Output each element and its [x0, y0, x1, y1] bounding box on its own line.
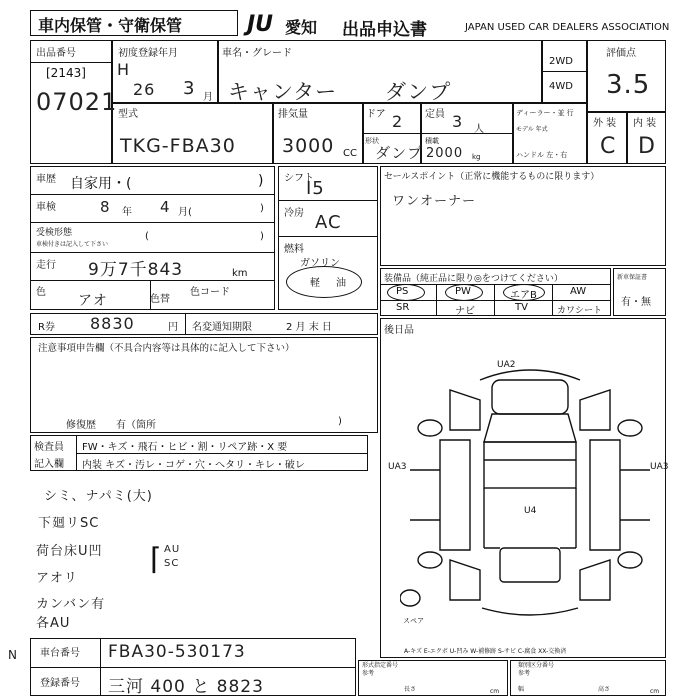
mark-u4: U4 — [524, 506, 537, 516]
sales-point-label: セールスポイント（正常に機能するものに限ります） — [384, 172, 600, 182]
drive-4wd: 4WD — [549, 81, 573, 92]
notes-label: 注意事項申告欄（不具合内容等は具体的に記入して下さい） — [38, 343, 295, 354]
capacity-label: 定員 — [425, 109, 445, 120]
plate-value: 三河 400 と 8823 — [108, 677, 264, 697]
storage-title: 車内保管・守衛保管 — [38, 16, 183, 35]
note-6: 各AU — [36, 616, 71, 631]
chassis-value: FBA30-530173 — [108, 642, 246, 662]
dealer-label: ディーラー・並 行 — [516, 109, 574, 117]
margin-mark: N — [8, 648, 18, 662]
dims-width-label: 幅 — [518, 686, 525, 693]
registration-label: 初度登録年月 — [118, 48, 178, 59]
note-4: アオリ — [36, 571, 78, 586]
form-title: 出品申込書 — [342, 20, 427, 40]
inspector-row-1: FW・キズ・飛石・ヒビ・割・リペア跡・X 要 — [82, 442, 288, 453]
shape-value: ダンプ — [375, 144, 424, 162]
ticket-unit: 円 — [168, 322, 178, 333]
damage-legend: A-キズ E-エクボ U-凹み W-補修跡 S-サビ C-腐食 XX-交換済 — [404, 648, 567, 655]
spare-label: スペア — [403, 617, 424, 625]
color-code-label: 色コード — [190, 287, 230, 298]
score-value: 3.5 — [606, 70, 651, 100]
mark-ua3-right: UA3 — [650, 462, 669, 472]
load-unit: kg — [472, 153, 481, 161]
warranty-options: 有・無 — [621, 297, 651, 308]
dims-left-label: 形式指定番号 参考 — [362, 662, 399, 677]
capacity-unit: 人 — [474, 124, 484, 135]
load-value: 2000 — [426, 146, 464, 161]
dims-height-label: 高さ — [598, 686, 611, 693]
ticket-label: R券 — [38, 322, 55, 333]
color-value: アオ — [78, 293, 108, 309]
note-1: シミ、ナパミ(大) — [44, 489, 153, 504]
score-label: 評価点 — [606, 48, 636, 59]
dims-right-label: 類別区分番号 参考 — [518, 662, 555, 677]
history-close: ) — [258, 173, 264, 189]
shape-label: 形状 — [365, 137, 379, 145]
inspector-row-2: 内装 キズ・汚レ・コゲ・穴・へタリ・キレ・破レ — [82, 460, 305, 471]
repair-close: ) — [338, 416, 342, 427]
repair-value: 有（箇所 — [116, 420, 156, 431]
history-value: 自家用・( — [70, 176, 132, 192]
displacement-value: 3000 — [282, 135, 335, 157]
ju-logo: JU — [247, 12, 274, 37]
model-year-label: モデル 年式 — [516, 126, 548, 133]
ac-label: 冷房 — [284, 208, 304, 219]
model-label: 型式 — [118, 109, 138, 120]
dims-right-unit: cm — [650, 688, 660, 695]
mileage-label: 走行 — [36, 260, 56, 271]
sales-point-value: ワンオーナー — [392, 194, 477, 209]
receipt-close: ) — [260, 231, 264, 242]
mileage-unit: km — [232, 268, 248, 279]
registration-month-unit: 月 — [203, 92, 213, 103]
org-name: 愛知 — [285, 18, 318, 37]
receipt-open: ( — [145, 231, 149, 242]
inspection-year-unit: 年 — [122, 207, 132, 218]
receipt-note: 車検付きは記入して下さい — [36, 241, 109, 248]
dims-length-label: 長さ — [404, 686, 417, 693]
fuel-oval — [286, 266, 362, 298]
delivery-label: 後日品 — [384, 325, 414, 336]
equipment-ps: PS — [396, 286, 409, 297]
exterior-label: 外 装 — [593, 118, 617, 129]
ticket-value: 8830 — [90, 314, 135, 333]
exterior-grade: C — [600, 134, 617, 159]
car-grade: ダンプ — [385, 80, 452, 104]
drive-2wd: 2WD — [549, 56, 573, 67]
shift-label: シフト — [284, 173, 314, 184]
repair-label: 修復歴 — [66, 420, 96, 431]
equipment-pw: PW — [455, 286, 471, 297]
bracket-note-au: AU — [164, 544, 181, 555]
circle-ps — [387, 284, 425, 301]
fuel-label: 燃料 — [284, 244, 304, 255]
color-change-label: 色替 — [150, 294, 170, 305]
equipment-leather: カワシート — [557, 306, 603, 316]
shift-value: I5 — [306, 178, 325, 199]
history-label: 車歴 — [36, 174, 56, 185]
handle-label: ハンドル 左・右 — [516, 151, 568, 159]
lot-label: 出品番号 — [36, 48, 76, 59]
lot-bracket-number: [2143] — [46, 66, 86, 80]
receipt-label: 受検形態 — [36, 228, 73, 238]
equipment-airbag: エアB — [510, 290, 537, 301]
inspection-close: ) — [260, 203, 264, 214]
ac-value: AC — [315, 212, 342, 233]
fuel-light: 軽 — [310, 278, 320, 289]
doors-label: ドア — [366, 109, 386, 120]
note-bracket: ⌈ — [150, 542, 162, 577]
mark-ua2: UA2 — [497, 360, 516, 370]
inspection-month: 4 — [160, 198, 171, 216]
displacement-unit: CC — [343, 148, 357, 159]
inspection-label: 車検 — [36, 202, 56, 213]
registration-year: 26 — [133, 80, 156, 99]
circle-airbag — [503, 284, 545, 301]
name-change-value: 2 月 末 日 — [286, 322, 332, 333]
name-change-label: 名変通知期限 — [192, 322, 252, 333]
note-5: カンバン有 — [36, 597, 106, 612]
model-value: TKG-FBA30 — [120, 135, 236, 157]
registration-month: 3 — [183, 78, 196, 99]
displacement-label: 排気量 — [278, 109, 308, 120]
bracket-note-sc: SC — [164, 558, 180, 569]
chassis-label: 車台番号 — [40, 648, 80, 659]
circle-pw — [445, 284, 483, 301]
interior-grade: D — [638, 134, 656, 159]
note-3: 荷台床U凹 — [36, 544, 103, 559]
association-name: JAPAN USED CAR DEALERS ASSOCIATION — [465, 22, 670, 33]
color-label: 色 — [36, 287, 46, 298]
equipment-label: 装備品（純正品に限り◎をつけてください） — [384, 274, 563, 284]
fuel-diesel: 油 — [336, 278, 346, 289]
interior-label: 内 装 — [633, 118, 657, 129]
warranty-label: 新車保証書 — [617, 274, 648, 281]
equipment-navi: ナビ — [455, 306, 475, 317]
dims-left-unit: cm — [490, 688, 500, 695]
capacity-value: 3 — [452, 112, 464, 131]
inspection-year: 8 — [100, 198, 111, 216]
equipment-tv: TV — [515, 302, 528, 313]
inspection-month-unit: 月( — [178, 207, 192, 218]
car-name: キャンター — [228, 80, 338, 104]
note-2: 下廻リSC — [38, 516, 100, 531]
car-diagram — [400, 360, 660, 630]
equipment-aw: AW — [570, 286, 587, 297]
registration-era: H — [117, 60, 131, 79]
lot-number: 07021 — [36, 88, 118, 116]
mileage-value: 9万7千843 — [88, 260, 184, 280]
mark-ua3-left: UA3 — [388, 462, 407, 472]
history-block — [30, 166, 275, 310]
load-label: 積載 — [425, 137, 439, 145]
plate-label: 登録番号 — [40, 678, 80, 689]
inspector-label-2: 記入欄 — [34, 459, 64, 470]
equipment-sr: SR — [396, 302, 410, 313]
doors-value: 2 — [392, 112, 404, 131]
inspector-label-1: 検査員 — [34, 442, 64, 453]
car-name-label: 車名・グレード — [222, 48, 292, 59]
fuel-gas: ガソリン — [300, 258, 340, 269]
